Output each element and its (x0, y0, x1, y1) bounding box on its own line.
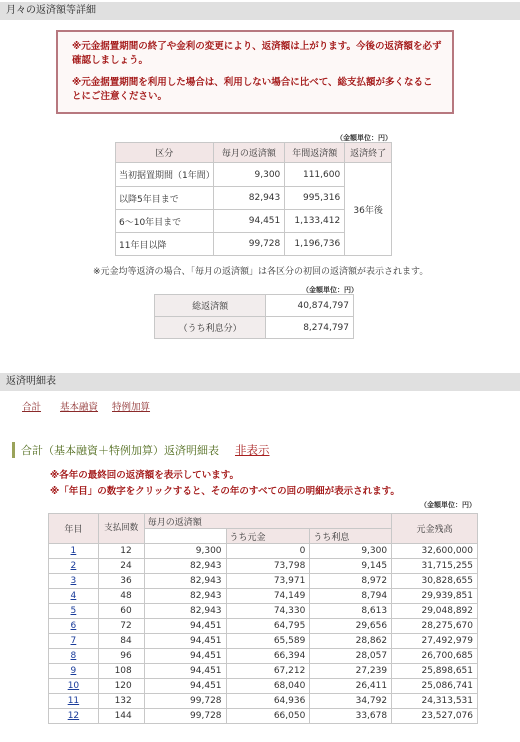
tab-total[interactable]: 合計 (22, 402, 42, 413)
detail-header-balance: 元金残高 (392, 514, 478, 544)
table-row (49, 679, 478, 694)
table-row (49, 589, 478, 604)
summary-label: 6～10年目まで (116, 210, 214, 233)
cell-balance: 23,527,076 (392, 709, 478, 724)
detail-note-2: ※「年目」の数字をクリックすると、その年のすべての回の明細が表示されます。 (50, 486, 400, 497)
total-value: 40,874,797 (266, 295, 354, 317)
detail-header-principal: うち元金 (226, 529, 310, 544)
year-link[interactable]: 7 (70, 636, 77, 646)
cell-year (49, 649, 99, 664)
cell-count: 144 (98, 709, 144, 724)
hide-link[interactable]: 非表示 (235, 443, 270, 457)
year-link[interactable]: 11 (67, 696, 80, 706)
year-link[interactable]: 12 (67, 711, 80, 721)
cell-interest: 9,145 (310, 559, 392, 574)
table-row (49, 559, 478, 574)
detail-table (48, 513, 478, 724)
summary-header-annual: 年間返済額 (285, 143, 345, 163)
summary-monthly: 82,943 (213, 187, 285, 210)
section-header-monthly-detail: 月々の返済額等詳細 (0, 2, 520, 20)
summary-header-end: 返済終了 (345, 143, 392, 163)
summary-label: 以降5年目まで (116, 187, 214, 210)
interest-value: 8,274,797 (266, 317, 354, 339)
cell-year (49, 634, 99, 649)
interest-label: （うち利息分） (155, 317, 266, 339)
cell-monthly: 99,728 (144, 709, 226, 724)
year-link[interactable]: 10 (67, 681, 80, 691)
cell-monthly: 94,451 (144, 634, 226, 649)
warning-text-2: ※元金据置期間を利用した場合は、利用しない場合に比べて、総支払額が多くなることにご注意ください。 (72, 77, 433, 102)
cell-year (49, 544, 99, 559)
cell-principal: 64,795 (226, 619, 310, 634)
cell-monthly: 94,451 (144, 664, 226, 679)
cell-year (49, 709, 99, 724)
cell-balance: 29,048,892 (392, 604, 478, 619)
cell-count: 132 (98, 694, 144, 709)
cell-principal: 73,971 (226, 574, 310, 589)
summary-annual: 995,316 (285, 187, 345, 210)
cell-principal: 74,149 (226, 589, 310, 604)
cell-interest: 26,411 (310, 679, 392, 694)
year-link[interactable]: 3 (70, 576, 77, 586)
cell-principal: 67,212 (226, 664, 310, 679)
cell-year (49, 604, 99, 619)
cell-count: 84 (98, 634, 144, 649)
cell-interest: 28,057 (310, 649, 392, 664)
cell-count: 24 (98, 559, 144, 574)
table-row (49, 574, 478, 589)
summary-header-category: 区分 (116, 143, 214, 163)
cell-interest: 8,972 (310, 574, 392, 589)
cell-balance: 24,313,531 (392, 694, 478, 709)
cell-count: 72 (98, 619, 144, 634)
summary-row (116, 163, 392, 187)
cell-monthly: 82,943 (144, 559, 226, 574)
summary-monthly: 9,300 (213, 163, 285, 187)
cell-monthly: 9,300 (144, 544, 226, 559)
cell-count: 120 (98, 679, 144, 694)
cell-principal: 66,394 (226, 649, 310, 664)
cell-year (49, 664, 99, 679)
cell-balance: 29,939,851 (392, 589, 478, 604)
detail-header-interest: うち利息 (310, 529, 392, 544)
unit-label: （金額単位：円） (336, 134, 392, 142)
cell-interest: 28,862 (310, 634, 392, 649)
cell-count: 48 (98, 589, 144, 604)
cell-count: 36 (98, 574, 144, 589)
cell-count: 108 (98, 664, 144, 679)
cell-principal: 68,040 (226, 679, 310, 694)
table-row (49, 619, 478, 634)
cell-monthly: 94,451 (144, 649, 226, 664)
year-link[interactable]: 6 (70, 621, 77, 631)
detail-note-1: ※各年の最終回の返済額を表示しています。 (50, 470, 239, 481)
cell-balance: 25,086,741 (392, 679, 478, 694)
cell-monthly: 82,943 (144, 604, 226, 619)
cell-monthly: 82,943 (144, 574, 226, 589)
cell-principal: 64,936 (226, 694, 310, 709)
unit-label: （金額単位：円） (420, 501, 476, 509)
cell-interest: 8,613 (310, 604, 392, 619)
table-row (49, 664, 478, 679)
total-label: 総返済額 (155, 295, 266, 317)
year-link[interactable]: 8 (70, 651, 77, 661)
year-link[interactable]: 5 (70, 606, 77, 616)
cell-interest: 34,792 (310, 694, 392, 709)
cell-monthly: 94,451 (144, 619, 226, 634)
year-link[interactable]: 1 (70, 546, 77, 556)
year-link[interactable]: 9 (70, 666, 77, 676)
cell-principal: 73,798 (226, 559, 310, 574)
totals-table (154, 294, 354, 339)
cell-principal: 65,589 (226, 634, 310, 649)
unit-label: （金額単位：円） (302, 286, 358, 294)
tab-basic-loan[interactable]: 基本融資 (60, 402, 99, 413)
summary-annual: 111,600 (285, 163, 345, 187)
table-row (49, 694, 478, 709)
detail-header-monthly-total (144, 529, 226, 544)
cell-principal: 66,050 (226, 709, 310, 724)
warning-box (56, 30, 454, 114)
table-row (49, 649, 478, 664)
summary-monthly: 99,728 (213, 233, 285, 256)
cell-count: 96 (98, 649, 144, 664)
detail-header-year: 年目 (49, 514, 99, 544)
equal-principal-note: ※元金均等返済の場合、「毎月の返済額」は各区分の初回の返済額が表示されます。 (93, 267, 429, 277)
table-row (49, 544, 478, 559)
cell-monthly: 99,728 (144, 694, 226, 709)
summary-table (115, 142, 392, 256)
detail-header-monthly: 毎月の返済額 (144, 514, 391, 529)
detail-title (12, 442, 270, 458)
cell-balance: 25,898,651 (392, 664, 478, 679)
year-link[interactable]: 2 (70, 561, 77, 571)
table-row (49, 709, 478, 724)
cell-principal: 0 (226, 544, 310, 559)
cell-interest: 27,239 (310, 664, 392, 679)
cell-year (49, 589, 99, 604)
detail-title-text: 合計（基本融資＋特例加算）返済明細表 (21, 444, 219, 457)
warning-text-1: ※元金据置期間の終了や金利の変更により、返済額は上がります。今後の返済額を必ず確認しましょう。 (72, 41, 442, 66)
cell-principal: 74,330 (226, 604, 310, 619)
summary-end: 36年後 (345, 163, 392, 256)
summary-header-monthly: 毎月の返済額 (213, 143, 285, 163)
summary-label: 当初据置期間（1年間） (116, 163, 214, 187)
cell-balance: 30,828,655 (392, 574, 478, 589)
cell-year (49, 679, 99, 694)
cell-balance: 27,492,979 (392, 634, 478, 649)
cell-monthly: 82,943 (144, 589, 226, 604)
summary-label: 11年目以降 (116, 233, 214, 256)
cell-monthly: 94,451 (144, 679, 226, 694)
section-header-repayment-schedule: 返済明細表 (0, 373, 520, 391)
summary-annual: 1,196,736 (285, 233, 345, 256)
cell-balance: 31,715,255 (392, 559, 478, 574)
summary-annual: 1,133,412 (285, 210, 345, 233)
cell-count: 60 (98, 604, 144, 619)
cell-balance: 28,275,670 (392, 619, 478, 634)
year-link[interactable]: 4 (70, 591, 77, 601)
cell-interest: 8,794 (310, 589, 392, 604)
summary-monthly: 94,451 (213, 210, 285, 233)
cell-balance: 26,700,685 (392, 649, 478, 664)
cell-year (49, 574, 99, 589)
cell-interest: 9,300 (310, 544, 392, 559)
cell-balance: 32,600,000 (392, 544, 478, 559)
tab-special-addition[interactable]: 特例加算 (112, 402, 151, 413)
detail-header-count: 支払回数 (98, 514, 144, 544)
cell-year (49, 619, 99, 634)
cell-year (49, 559, 99, 574)
table-row (49, 604, 478, 619)
cell-year (49, 694, 99, 709)
cell-interest: 29,656 (310, 619, 392, 634)
cell-count: 12 (98, 544, 144, 559)
table-row (49, 634, 478, 649)
cell-interest: 33,678 (310, 709, 392, 724)
